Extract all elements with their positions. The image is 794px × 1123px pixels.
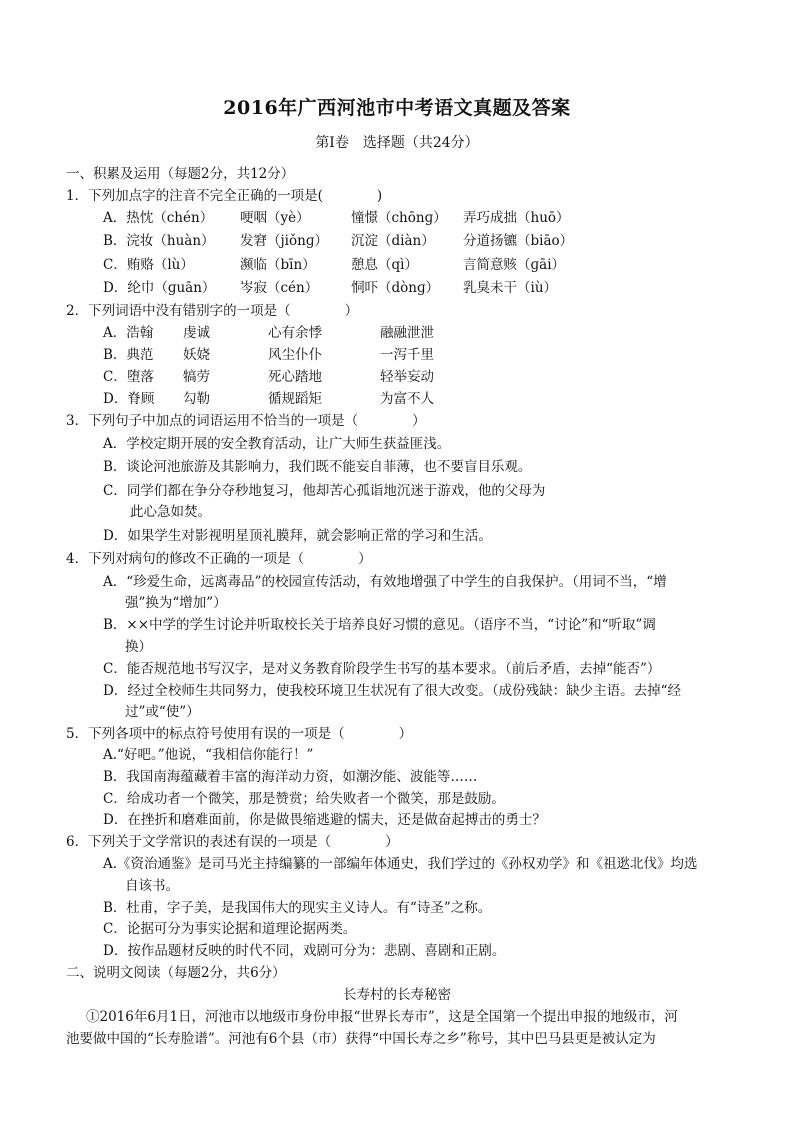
q1-option-d-4: 乳臭未干（iù） xyxy=(463,280,558,296)
q2-option-b-1: B．典范 xyxy=(103,347,154,363)
q3-option-b: B．谈论河池旅游及其影响力，我们既不能妄自菲薄，也不要盲目乐观。 xyxy=(103,459,532,475)
paper-subtitle: 第Ⅰ卷 选择题（共24分） xyxy=(315,135,479,151)
q3-option-a: A．学校定期开展的安全教育活动，让广大师生获益匪浅。 xyxy=(103,436,451,452)
q5-option-b: B．我国南海蕴藏着丰富的海洋动力资，如潮汐能、波能等…… xyxy=(103,769,478,785)
q2-option-c-1: C．堕落 xyxy=(103,369,154,385)
q5-option-d: D．在挫折和磨难面前，你是做畏缩逃避的懦夫，还是做奋起搏击的勇士？ xyxy=(103,812,546,828)
page-title: 2016年广西河池市中考语文真题及答案 xyxy=(223,97,571,119)
q1-option-a-3: 憧憬（chōnɡ） xyxy=(351,210,447,226)
q4-option-d: D．经过全校师生共同努力，使我校环境卫生状况有了很大改变。（成份残缺：缺少主语。去掉“经 xyxy=(103,683,681,699)
q3-option-c-cont: 此心急如焚。 xyxy=(130,504,211,520)
q3-option-d: D．如果学生对影视明星顶礼膜拜，就会影响正常的学习和生活。 xyxy=(103,528,492,544)
q1-option-c-2: 濒临（bīn） xyxy=(240,257,316,273)
article-paragraph-1-line-2: 池要做中国的“长寿脸谱”。河池有6个县（市）获得“中国长寿之乡”称号，其中巴马县更是被认定为 xyxy=(66,1031,656,1047)
q5-option-c: C．给成功者一个微笑，那是赞赏；给失败者一个微笑，那是鼓励。 xyxy=(103,791,505,807)
q2-option-a-2: 虔诚 xyxy=(183,325,210,341)
q2-option-c-4: 轻举妄动 xyxy=(380,369,434,385)
q1-option-b-2: 发窘（jiǒnɡ） xyxy=(240,233,328,249)
q1-option-d-2: 岑寂（cén） xyxy=(240,280,319,296)
q2-option-a-1: A．浩翰 xyxy=(103,325,154,341)
q1-option-b-1: B．浣妆（huàn） xyxy=(103,233,215,249)
question-3-stem: 3．下列句子中加点的词语运用不恰当的一项是（ ） xyxy=(66,413,426,429)
question-2-stem: 2．下列词语中没有错别字的一项是（ ） xyxy=(66,303,359,319)
q1-option-c-1: C．贿赂（lù） xyxy=(103,257,194,273)
q4-option-d-cont: 过”或“使”） xyxy=(125,704,200,720)
q6-option-a-cont: 自该书。 xyxy=(125,878,179,894)
q4-option-b: B．××中学的学生讨论并听取校长关于培养良好习惯的意见。（语序不当，“讨论”和“听取”调 xyxy=(103,617,656,633)
q6-option-d: D．按作品题材反映的时代不同，戏剧可分为：悲剧、喜剧和正剧。 xyxy=(103,943,506,959)
q6-option-c: C．论据可分为事实论据和道理论据两类。 xyxy=(103,921,357,937)
q4-option-a-cont: 强”换为“增加”） xyxy=(125,595,227,611)
q4-option-b-cont: 换） xyxy=(125,639,152,655)
question-6-stem: 6．下列关于文学常识的表述有误的一项是（ ） xyxy=(66,834,399,850)
q1-option-d-1: D．纶巾（ɡuān） xyxy=(103,280,216,296)
q1-option-a-1: A．热忱（chén） xyxy=(103,210,214,226)
q4-option-c: C．能否规范地书写汉字，是对义务教育阶段学生书写的基本要求。（前后矛盾，去掉“能否”） xyxy=(103,661,661,677)
question-1-stem: 1．下列加点字的注音不完全正确的一项是( ) xyxy=(66,188,383,204)
q2-option-d-1: D．脊顾 xyxy=(103,391,155,407)
q1-option-c-4: 言简意赅（ɡāi） xyxy=(463,257,566,273)
section-heading-1: 一、积累及运用（每题2分，共12分） xyxy=(66,166,295,182)
question-4-stem: 4．下列对病句的修改不正确的一项是（ ） xyxy=(66,551,372,567)
q2-option-b-4: 一泻千里 xyxy=(380,347,434,363)
question-5-stem: 5．下列各项中的标点符号使用有误的一项是（ ） xyxy=(66,726,413,742)
q5-option-a: A.“好吧。”他说，“我相信你能行！” xyxy=(103,747,314,763)
q1-option-b-3: 沉淀（diàn） xyxy=(351,233,435,249)
q6-option-a: A.《资治通鉴》是司马光主持编纂的一部编年体通史，我们学过的《孙权劝学》和《祖逖北伐》均选 xyxy=(103,856,698,872)
q2-option-d-2: 勾勒 xyxy=(183,391,210,407)
q2-option-a-3: 心有余悸 xyxy=(268,325,322,341)
q2-option-a-4: 融融泄泄 xyxy=(380,325,434,341)
q2-option-d-4: 为富不人 xyxy=(380,391,434,407)
q1-option-a-2: 哽咽（yè） xyxy=(240,210,310,226)
article-title: 长寿村的长寿秘密 xyxy=(343,987,451,1003)
q1-option-d-3: 恫吓（dònɡ） xyxy=(351,280,440,296)
q2-option-b-2: 妖娆 xyxy=(183,347,210,363)
q1-option-b-4: 分道扬镳（biāo） xyxy=(463,233,574,249)
q2-option-c-3: 死心踏地 xyxy=(268,369,322,385)
q6-option-b: B．杜甫，字子美，是我国伟大的现实主义诗人。有“诗圣”之称。 xyxy=(103,900,492,916)
section-heading-2: 二、说明文阅读（每题2分，共6分） xyxy=(66,965,286,981)
article-paragraph-1-line-1: ①2016年6月1日，河池市以地级市身份申报“世界长寿市”，这是全国第一个提出申报的地级市，河 xyxy=(86,1009,678,1025)
q1-option-a-4: 弄巧成拙（huō） xyxy=(463,210,570,226)
q2-option-b-3: 风尘仆仆 xyxy=(268,347,322,363)
q2-option-d-3: 循规蹈矩 xyxy=(268,391,322,407)
q4-option-a: A．“珍爱生命，远离毒品”的校园宣传活动，有效地增强了中学生的自我保护。（用词不当，“增 xyxy=(103,574,667,590)
q2-option-c-2: 犒劳 xyxy=(183,369,210,385)
q3-option-c: C．同学们都在争分夺秒地复习，他却苦心孤诣地沉迷于游戏，他的父母为 xyxy=(103,483,546,499)
q1-option-c-3: 憩息（qì） xyxy=(351,257,418,273)
